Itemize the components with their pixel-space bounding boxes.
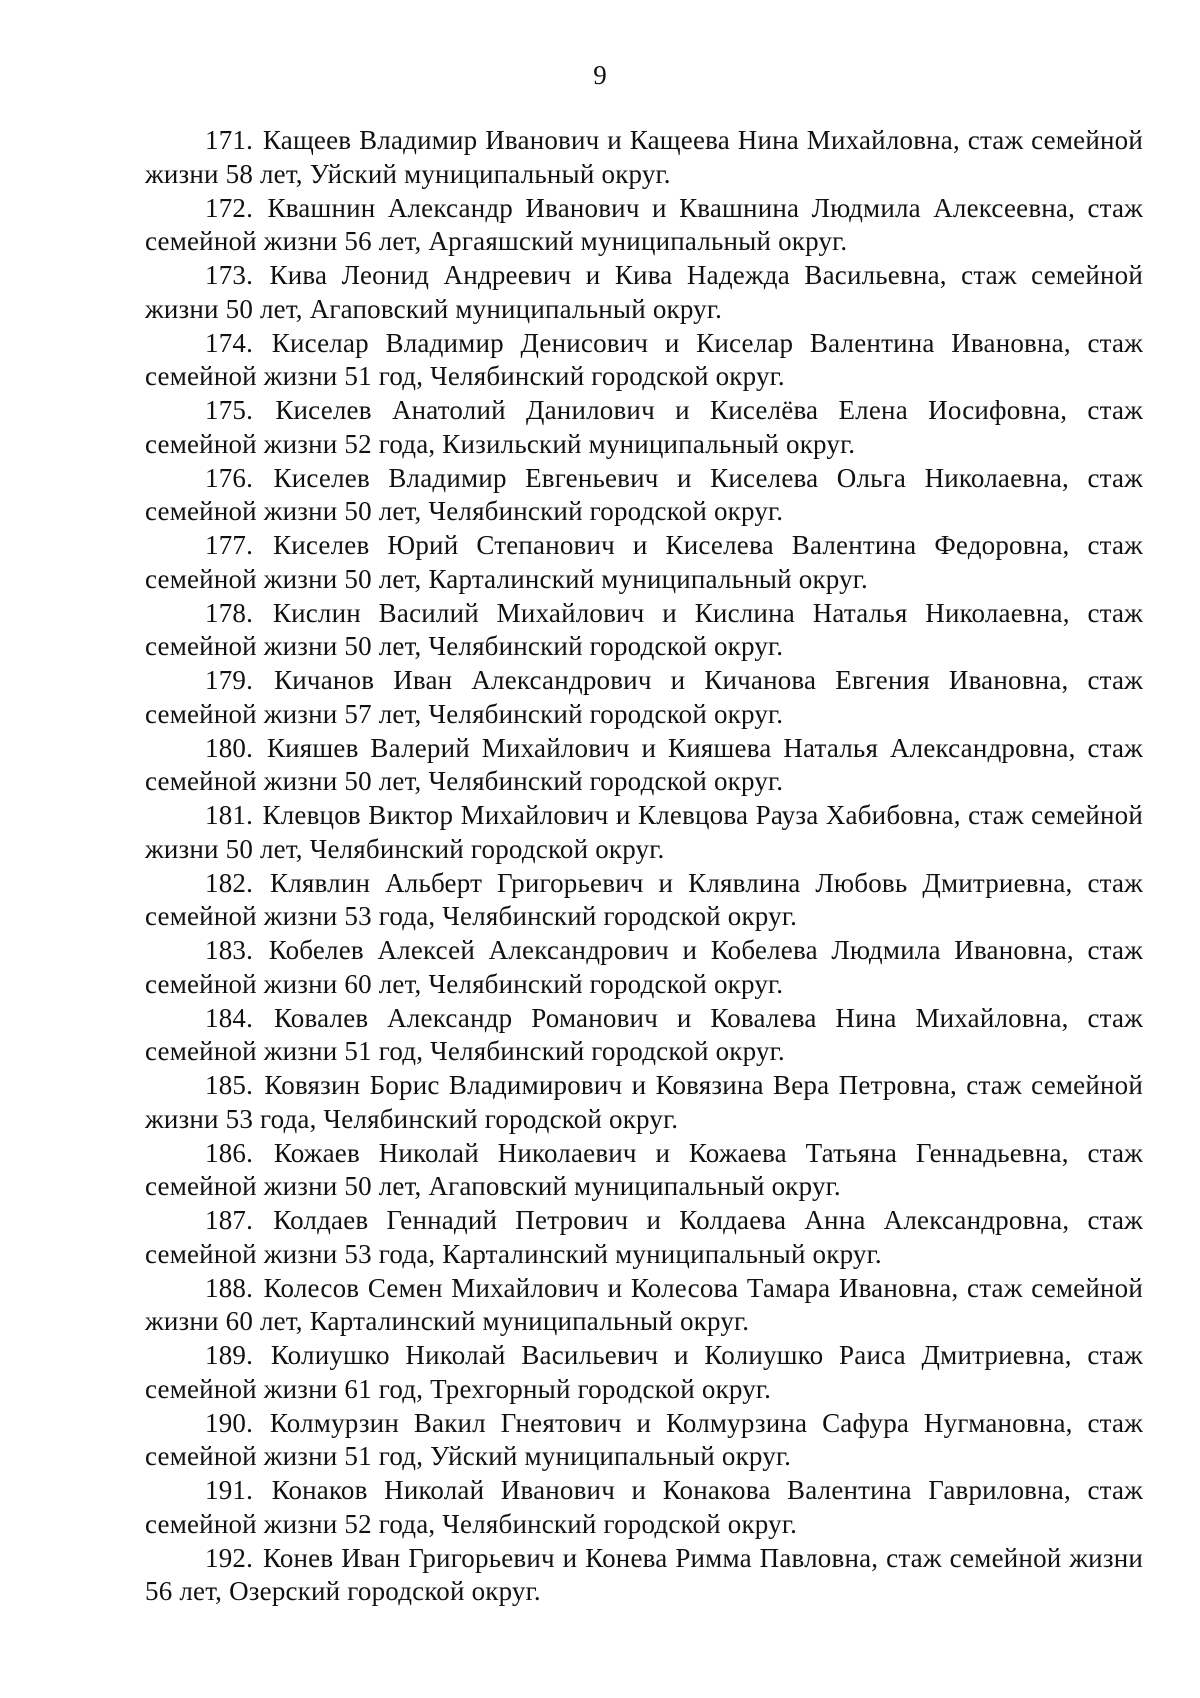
entry-number: 188.: [205, 1272, 254, 1303]
entry-text: Колмурзин Вакил Гнеятович и Колмурзина Сафура Нугмановна, стаж семейной жизни 51 год, Уйский муниципальный округ.: [145, 1407, 1144, 1471]
list-item: [145, 124, 1143, 191]
list-item: [145, 1339, 1143, 1406]
entry-text: Киселев Юрий Степанович и Киселева Валентина Федоровна, стаж семейной жизни 50 лет, Карталинский муниципальный округ.: [145, 530, 1144, 594]
entry-list: [145, 124, 1143, 1609]
entry-text: Клявлин Альберт Григорьевич и Клявлина Любовь Дмитриевна, стаж семейной жизни 53 года, Челябинский городской округ.: [145, 867, 1144, 931]
entry-text: Киселев Анатолий Данилович и Киселёва Елена Иосифовна, стаж семейной жизни 52 года, Кизильский муниципальный округ.: [145, 395, 1143, 459]
list-item: [145, 867, 1143, 934]
entry-number: 190.: [205, 1407, 254, 1438]
entry-text: Клевцов Виктор Михайлович и Клевцова Рауза Хабибовна, стаж семейной жизни 50 лет, Челябинский городской округ.: [145, 800, 1143, 864]
entry-text: Колесов Семен Михайлович и Колесова Тамара Ивановна, стаж семейной жизни 60 лет, Карталинский муниципальный округ.: [145, 1272, 1144, 1336]
entry-number: 175.: [205, 395, 254, 425]
entry-number: 179.: [205, 665, 254, 695]
entry-text: Кислин Василий Михайлович и Кислина Наталья Николаевна, стаж семейной жизни 50 лет, Челябинский городской округ.: [145, 597, 1144, 661]
list-item: [145, 192, 1143, 259]
entry-text: Ковалев Александр Романович и Ковалева Нина Михайловна, стаж семейной жизни 51 год, Челябинский городской округ.: [145, 1002, 1144, 1066]
entry-number: 173.: [205, 260, 254, 290]
entry-number: 192.: [205, 1542, 254, 1573]
list-item: [145, 934, 1143, 1001]
list-item: [145, 1137, 1143, 1204]
entry-number: 191.: [205, 1475, 254, 1505]
list-item: [145, 1542, 1143, 1609]
entry-number: 187.: [205, 1205, 254, 1235]
list-item: [145, 732, 1143, 799]
entry-number: 185.: [205, 1070, 254, 1100]
list-item: [145, 1002, 1143, 1069]
entry-text: Конев Иван Григорьевич и Конева Римма Павловна, стаж семейной жизни 56 лет, Озерский городской округ.: [145, 1542, 1143, 1606]
entry-text: Киселар Владимир Денисович и Киселар Валентина Ивановна, стаж семейной жизни 51 год, Челябинский городской округ.: [145, 327, 1143, 391]
entry-number: 184.: [205, 1002, 254, 1033]
list-item: [145, 327, 1143, 394]
list-item: [145, 529, 1143, 596]
entry-number: 174.: [205, 327, 254, 358]
entry-number: 181.: [205, 800, 254, 830]
entry-text: Квашнин Александр Иванович и Квашнина Людмила Алексеевна, стаж семейной жизни 56 лет, Аргаяшский муниципальный округ.: [145, 192, 1144, 256]
entry-number: 177.: [205, 530, 254, 560]
entry-text: Кива Леонид Андреевич и Кива Надежда Васильевна, стаж семейной жизни 50 лет, Агаповский муниципальный округ.: [145, 260, 1143, 324]
list-item: [145, 664, 1143, 731]
list-item: [145, 394, 1143, 461]
list-item: [145, 597, 1143, 664]
entry-text: Кияшев Валерий Михайлович и Кияшева Наталья Александровна, стаж семейной жизни 50 лет, Челябинский городской округ.: [145, 732, 1143, 796]
page-number: 9: [593, 60, 607, 90]
list-item: [145, 462, 1143, 529]
list-item: [145, 1069, 1143, 1136]
entry-text: Ковязин Борис Владимирович и Ковязина Вера Петровна, стаж семейной жизни 53 года, Челябинский городской округ.: [145, 1070, 1143, 1134]
list-item: [145, 1272, 1143, 1339]
entry-number: 178.: [205, 597, 254, 628]
entry-text: Колдаев Геннадий Петрович и Колдаева Анна Александровна, стаж семейной жизни 53 года, Карталинский муниципальный округ.: [145, 1205, 1144, 1269]
list-item: [145, 799, 1143, 866]
entry-text: Кожаев Николай Николаевич и Кожаева Татьяна Геннадьевна, стаж семейной жизни 50 лет, Агаповский муниципальный округ.: [145, 1137, 1143, 1201]
list-item: [145, 1407, 1143, 1474]
entry-text: Кобелев Алексей Александрович и Кобелева Людмила Ивановна, стаж семейной жизни 60 лет, Челябинский городской округ.: [145, 935, 1144, 999]
entry-number: 189.: [205, 1340, 254, 1370]
list-item: [145, 1474, 1143, 1541]
entry-number: 176.: [205, 462, 254, 493]
entry-number: 171.: [205, 125, 254, 155]
entry-text: Кичанов Иван Александрович и Кичанова Евгения Ивановна, стаж семейной жизни 57 лет, Челябинский городской округ.: [145, 665, 1143, 729]
entry-number: 186.: [205, 1137, 254, 1168]
entry-text: Кащеев Владимир Иванович и Кащеева Нина Михайловна, стаж семейной жизни 58 лет, Уйский муниципальный округ.: [145, 125, 1143, 189]
list-item: [145, 1204, 1143, 1271]
entry-number: 182.: [205, 867, 254, 898]
entry-number: 180.: [205, 732, 254, 763]
entry-number: 172.: [205, 192, 254, 223]
list-item: [145, 259, 1143, 326]
entry-text: Конаков Николай Иванович и Конакова Валентина Гавриловна, стаж семейной жизни 52 года, Челябинский городской округ.: [145, 1475, 1143, 1539]
entry-text: Колиушко Николай Васильевич и Колиушко Раиса Дмитриевна, стаж семейной жизни 61 год, Трехгорный городской округ.: [145, 1340, 1143, 1404]
entry-text: Киселев Владимир Евгеньевич и Киселева Ольга Николаевна, стаж семейной жизни 50 лет, Челябинский городской округ.: [145, 462, 1143, 526]
entry-number: 183.: [205, 935, 254, 965]
